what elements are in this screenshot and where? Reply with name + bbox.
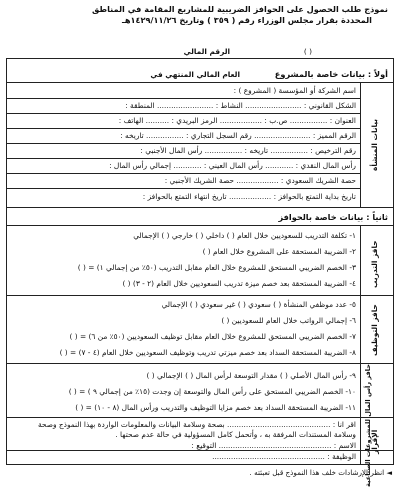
section1-title: أولاً : بيانات خاصة بالمشروع bbox=[274, 69, 388, 79]
capital-side-label: حافز رأس المال للمشروعات الصناعية bbox=[364, 364, 372, 487]
bullet-icon: ◄ bbox=[384, 468, 392, 477]
row-divider bbox=[6, 173, 360, 174]
section1-divider bbox=[6, 82, 394, 83]
section2-title: ثانياً : بيانات خاصة بالحوافز bbox=[278, 212, 388, 222]
capital-row-9[interactable]: ٩- رأس المال الأصلي ( ) مقدار التوسعة لرأس المال ( ) الإجمالي ( ) bbox=[146, 371, 356, 380]
employment-block-divider bbox=[6, 363, 394, 364]
fiscal-number-label: الرقم المالي bbox=[183, 47, 230, 56]
partner-share-row[interactable]: حصة الشريك السعودي : .................. حصة الشريك الأجنبي : bbox=[164, 176, 356, 185]
declaration-line-1[interactable]: اقر انا : ............................................ بصحة وسلامة البيانات والمعلومات الواردة بهذا النموذج وصحة bbox=[37, 420, 356, 429]
declaration-side-divider bbox=[360, 417, 361, 465]
registration-row[interactable]: الرقم المميز : ........................ رقم السجل التجاري : ................ تاريخه : bbox=[120, 131, 356, 140]
fiscal-year-end-label: العام المالي المنتهي في bbox=[150, 70, 240, 79]
section2-side-divider bbox=[360, 225, 361, 445]
tax-after-training-row[interactable]: ٤- الضريبة المستحقة بعد خصم ميزة تدريب السعوديين خلال العام (٢ - ٣) ( ) bbox=[122, 279, 356, 288]
footer-note-text: انظر الإرشادات خلف هذا النموذج قبل تعبئته . bbox=[249, 468, 385, 477]
declaration-line-2: وسلامة المستندات المرفقة به ، وأتحمل كامل المسؤولية في حالة عدم صحتها . bbox=[115, 430, 356, 439]
training-deduction-row[interactable]: ٣- الخصم الضريبي المستحق للمشروع خلال العام مقابل التدريب (٥٠٪ من إجمالي ١) = ( ) bbox=[77, 263, 356, 272]
license-row[interactable]: رقم الترخيص : ................ تاريخه : ................ رأس المال الأجنبي : bbox=[140, 146, 356, 155]
capital-deduction-row[interactable]: ١٠- الخصم الضريبي المستحق على رأس المال والتوسعة إن وجدت (١٥٪ من إجمالي ٩ ) = ( ) bbox=[68, 387, 356, 396]
training-side-label: حافز التدريب bbox=[370, 240, 379, 288]
declaration-job-row[interactable]: الوظيفة : ................................................ bbox=[212, 452, 356, 461]
incentive-dates-row[interactable]: تاريخ بداية التمتع بالحوافز : .................. تاريخ انتهاء التمتع بالحوافز : bbox=[142, 192, 356, 201]
section2-divider-top bbox=[6, 207, 394, 208]
tax-after-employment-row[interactable]: ٨- الضريبة المستحقة السداد بعد خصم ميزتي تدريب وتوظيف السعوديين خلال العام (٤ - ٧) = ( ) bbox=[59, 348, 356, 357]
capital-row[interactable]: رأس المال النقدي : ............ رأس المال العيني : ............ إجمالي رأس المال : bbox=[109, 161, 356, 170]
tax-after-capital-row[interactable]: ١١- الضريبة المستحقة السداد بعد خصم مزايا التوظيف والتدريب ورأس المال (٨ - ١٠) = ( ) bbox=[75, 403, 356, 412]
row-divider bbox=[6, 188, 360, 189]
tax-due-row[interactable]: ٢- الضريبة المستحقة على المشروع خلال العام ( ) bbox=[202, 247, 356, 256]
address-row[interactable]: العنوان : ................ ص.ب : .................. الرمز البريدي : .......... الهاتف : bbox=[118, 116, 356, 125]
section2-divider bbox=[6, 225, 394, 226]
row-divider bbox=[6, 113, 360, 114]
legal-form-row[interactable]: الشكل القانوني : ........................ النشاط : ........................ المنطقة : bbox=[125, 101, 356, 110]
footer-note bbox=[250, 468, 392, 477]
section1-side-label: بيانات المنشأة bbox=[370, 118, 379, 172]
row-divider bbox=[6, 128, 360, 129]
form-subtitle: المحددة بقرار مجلس الوزراء رقم ( ٣٥٩ ) وتاريخ ١٤٢٩/١١/٢٦هـ bbox=[122, 15, 372, 25]
training-cost-row[interactable]: ١- تكلفة التدريب للسعوديين خلال العام ( ) داخلي ( ) خارجي ( ) الإجمالي bbox=[133, 231, 356, 240]
salaries-row[interactable]: ٦- إجمالي الرواتب خلال العام للسعوديين ( ) bbox=[221, 316, 356, 325]
row-divider bbox=[6, 158, 360, 159]
section1-side-divider bbox=[360, 82, 361, 207]
employment-deduction-row[interactable]: ٧- الخصم الضريبي المستحق للمشروع خلال العام مقابل توظيف السعوديين (٥٠٪ من ٦) = ( ) bbox=[69, 332, 356, 341]
training-block-divider bbox=[6, 295, 394, 296]
employee-count-row[interactable]: ٥- عدد موظفي المنشأة ( ) سعودي ( ) غير سعودي ( ) الإجمالي bbox=[161, 300, 356, 309]
row-divider bbox=[6, 98, 360, 99]
declaration-name-row[interactable]: الاسم : ................................................ التوقيع : bbox=[191, 441, 356, 450]
declaration-side-label: الإقرار bbox=[370, 429, 379, 455]
project-name-row[interactable]: اسم الشركة أو المؤسسة ( المشروع ) : bbox=[233, 86, 356, 95]
employment-side-label: حافز التوظيف bbox=[370, 304, 379, 356]
fiscal-number-field[interactable]: ( ) bbox=[303, 47, 312, 56]
row-divider bbox=[6, 143, 360, 144]
form-title: نموذج طلب الحصول على الحوافز الضريبية للمشاريع المقامة في المناطق bbox=[91, 4, 388, 14]
